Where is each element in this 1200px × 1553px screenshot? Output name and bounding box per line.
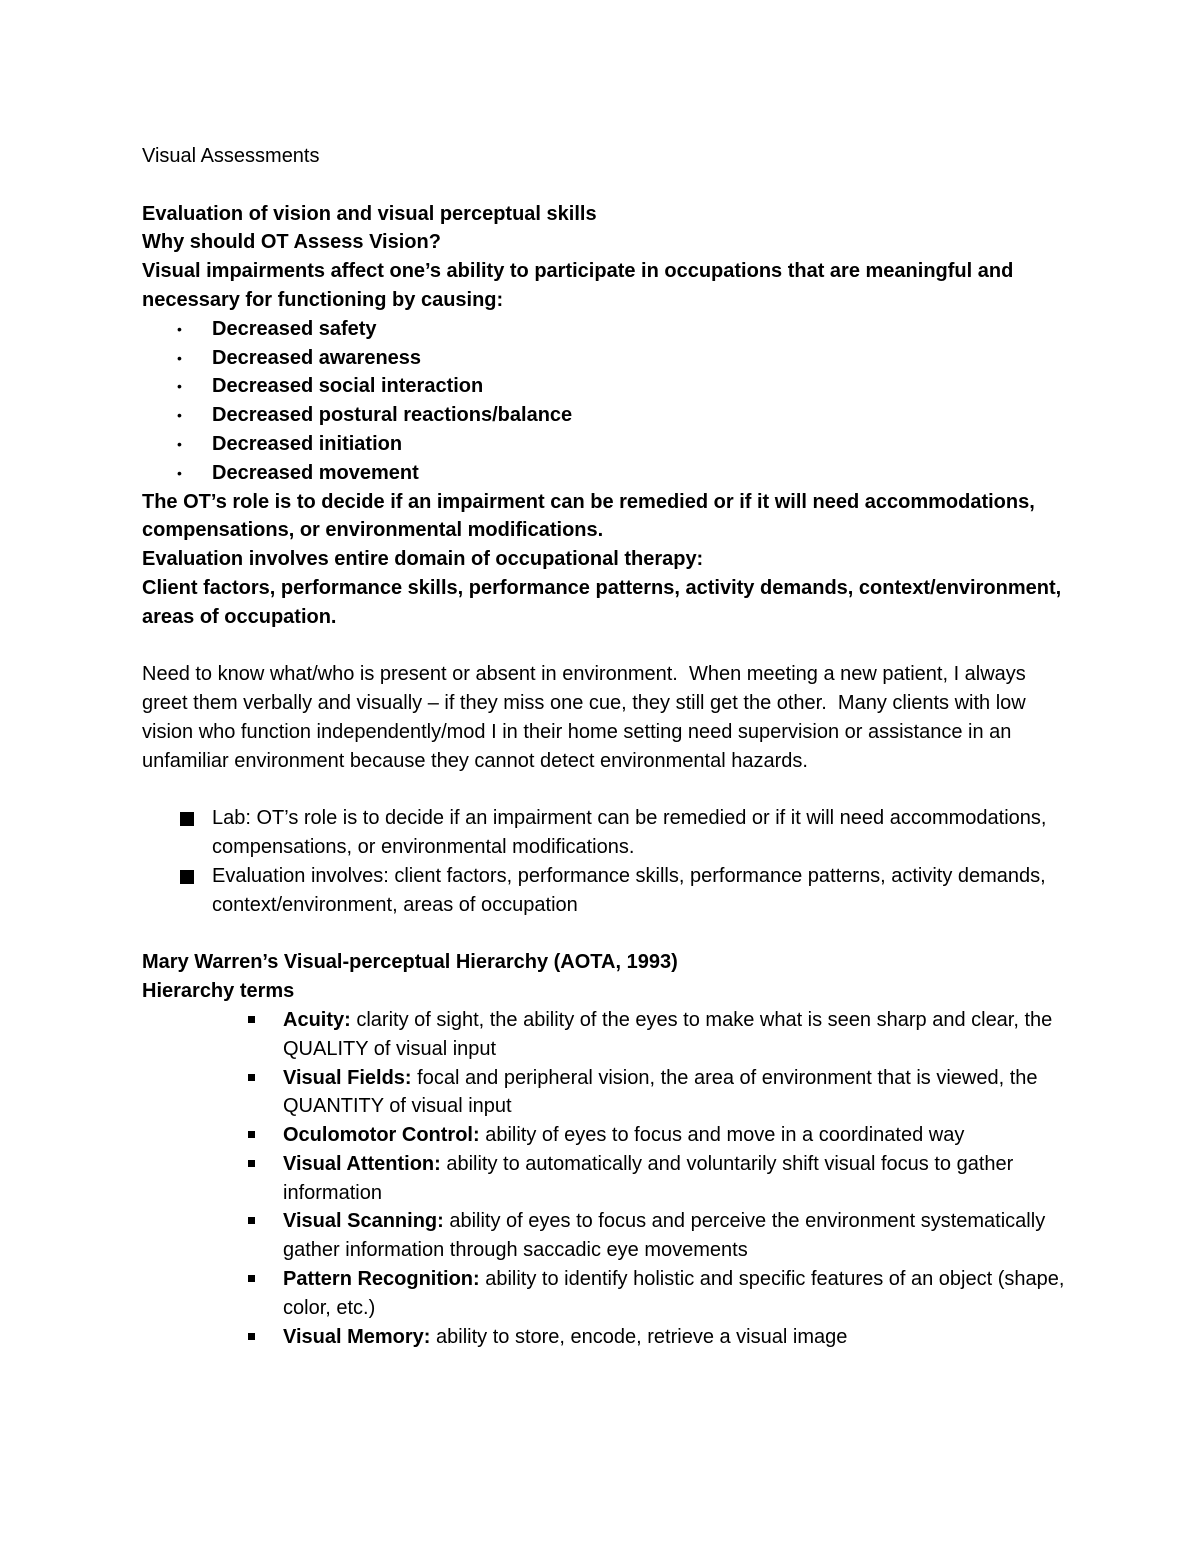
bullet-dot-icon: • xyxy=(177,407,182,424)
section-question: Why should OT Assess Vision? xyxy=(142,231,441,254)
hierarchy-heading: Mary Warren’s Visual-perceptual Hierarchy (AOTA, 1993) xyxy=(142,951,678,974)
list-item: • Decreased movement xyxy=(142,459,1072,488)
environment-paragraph: Need to know what/who is present or absent in environment. When meeting a new patient, I always greet them verbally and visually – if they miss one cue, they still get the other. Many clients with low vision who function independently/mod I in their home setting need supervision or assistance in an unfamiliar environment because they cannot detect environmental hazards. xyxy=(142,663,1032,772)
term-definition: ability to automatically and voluntarily shift visual focus to gather information xyxy=(283,1152,1014,1204)
list-item: Evaluation involves: client factors, performance skills, performance patterns, activity demands, context/environment, areas of occupation xyxy=(142,862,1072,920)
section-heading: Evaluation of vision and visual perceptual skills xyxy=(142,202,597,225)
small-square-bullet-icon xyxy=(248,1074,255,1081)
term-definition: focal and peripheral vision, the area of environment that is viewed, the QUANTITY of visual input xyxy=(283,1066,1038,1118)
hierarchy-terms-list xyxy=(142,1006,1072,1352)
small-square-bullet-icon xyxy=(248,1217,255,1224)
list-item: • Decreased initiation xyxy=(142,430,1072,459)
term-definition: ability to store, encode, retrieve a visual image xyxy=(430,1325,848,1348)
document-title: Visual Assessments xyxy=(142,145,320,167)
term-definition: clarity of sight, the ability of the eyes to make what is seen sharp and clear, the QUALITY of visual input xyxy=(283,1008,1053,1060)
list-item: • Decreased safety xyxy=(142,315,1072,344)
spacer xyxy=(142,920,1072,949)
domain-list: Client factors, performance skills, performance patterns, activity demands, context/environment, areas of occupation. xyxy=(142,576,1067,628)
ot-role-text: The OT’s role is to decide if an impairment can be remedied or if it will need accommodations, compensations, or environmental modifications. xyxy=(142,490,1041,542)
term-definition: ability of eyes to focus and perceive the environment systematically gather information through saccadic eye movements xyxy=(283,1210,1046,1262)
bullet-dot-icon: • xyxy=(177,464,182,481)
list-item xyxy=(142,1265,1072,1323)
list-item: • Decreased social interaction xyxy=(142,372,1072,401)
term-definition: ability to identify holistic and specific features of an object (shape, color, etc.) xyxy=(283,1268,1065,1319)
list-item xyxy=(142,1006,1072,1064)
list-item xyxy=(142,1121,1072,1150)
list-item xyxy=(142,1323,1072,1352)
term-label: Oculomotor Control: xyxy=(283,1124,480,1147)
bullet-dot-icon: • xyxy=(177,435,182,452)
bullet-dot-icon: • xyxy=(177,320,182,337)
small-square-bullet-icon xyxy=(248,1016,255,1023)
hierarchy-subheading: Hierarchy terms xyxy=(142,980,295,1003)
term-label: Pattern Recognition: xyxy=(283,1268,480,1291)
term-label: Acuity: xyxy=(283,1008,351,1031)
list-item xyxy=(142,1064,1072,1122)
small-square-bullet-icon xyxy=(248,1275,255,1282)
bullet-dot-icon: • xyxy=(177,349,182,366)
term-label: Visual Memory: xyxy=(283,1325,431,1348)
small-square-bullet-icon xyxy=(248,1160,255,1167)
document-body xyxy=(142,142,1072,1351)
bullet-dot-icon: • xyxy=(177,378,182,395)
lab-points-list xyxy=(142,804,1072,919)
small-square-bullet-icon xyxy=(248,1131,255,1138)
square-bullet-icon xyxy=(180,812,194,826)
list-item: • Decreased postural reactions/balance xyxy=(142,401,1072,430)
square-bullet-icon xyxy=(180,870,194,884)
spacer xyxy=(142,776,1072,805)
term-definition: ability of eyes to focus and move in a coordinated way xyxy=(479,1124,965,1147)
spacer xyxy=(142,632,1072,661)
section-intro: Visual impairments affect one’s ability to participate in occupations that are meaningful and necessary for functioning by causing: xyxy=(142,260,1019,311)
term-label: Visual Scanning: xyxy=(283,1210,444,1233)
term-label: Visual Fields: xyxy=(283,1066,412,1089)
term-label: Visual Attention: xyxy=(283,1152,441,1175)
domain-intro: Evaluation involves entire domain of occupational therapy: xyxy=(142,548,704,571)
spacer xyxy=(142,171,1072,200)
list-item xyxy=(142,1150,1072,1208)
list-item: Lab: OT’s role is to decide if an impairment can be remedied or if it will need accommodations, compensations, or environmental modifications. xyxy=(142,804,1072,862)
effects-list xyxy=(142,315,1072,488)
small-square-bullet-icon xyxy=(248,1333,255,1340)
list-item: • Decreased awareness xyxy=(142,344,1072,373)
list-item xyxy=(142,1207,1072,1265)
